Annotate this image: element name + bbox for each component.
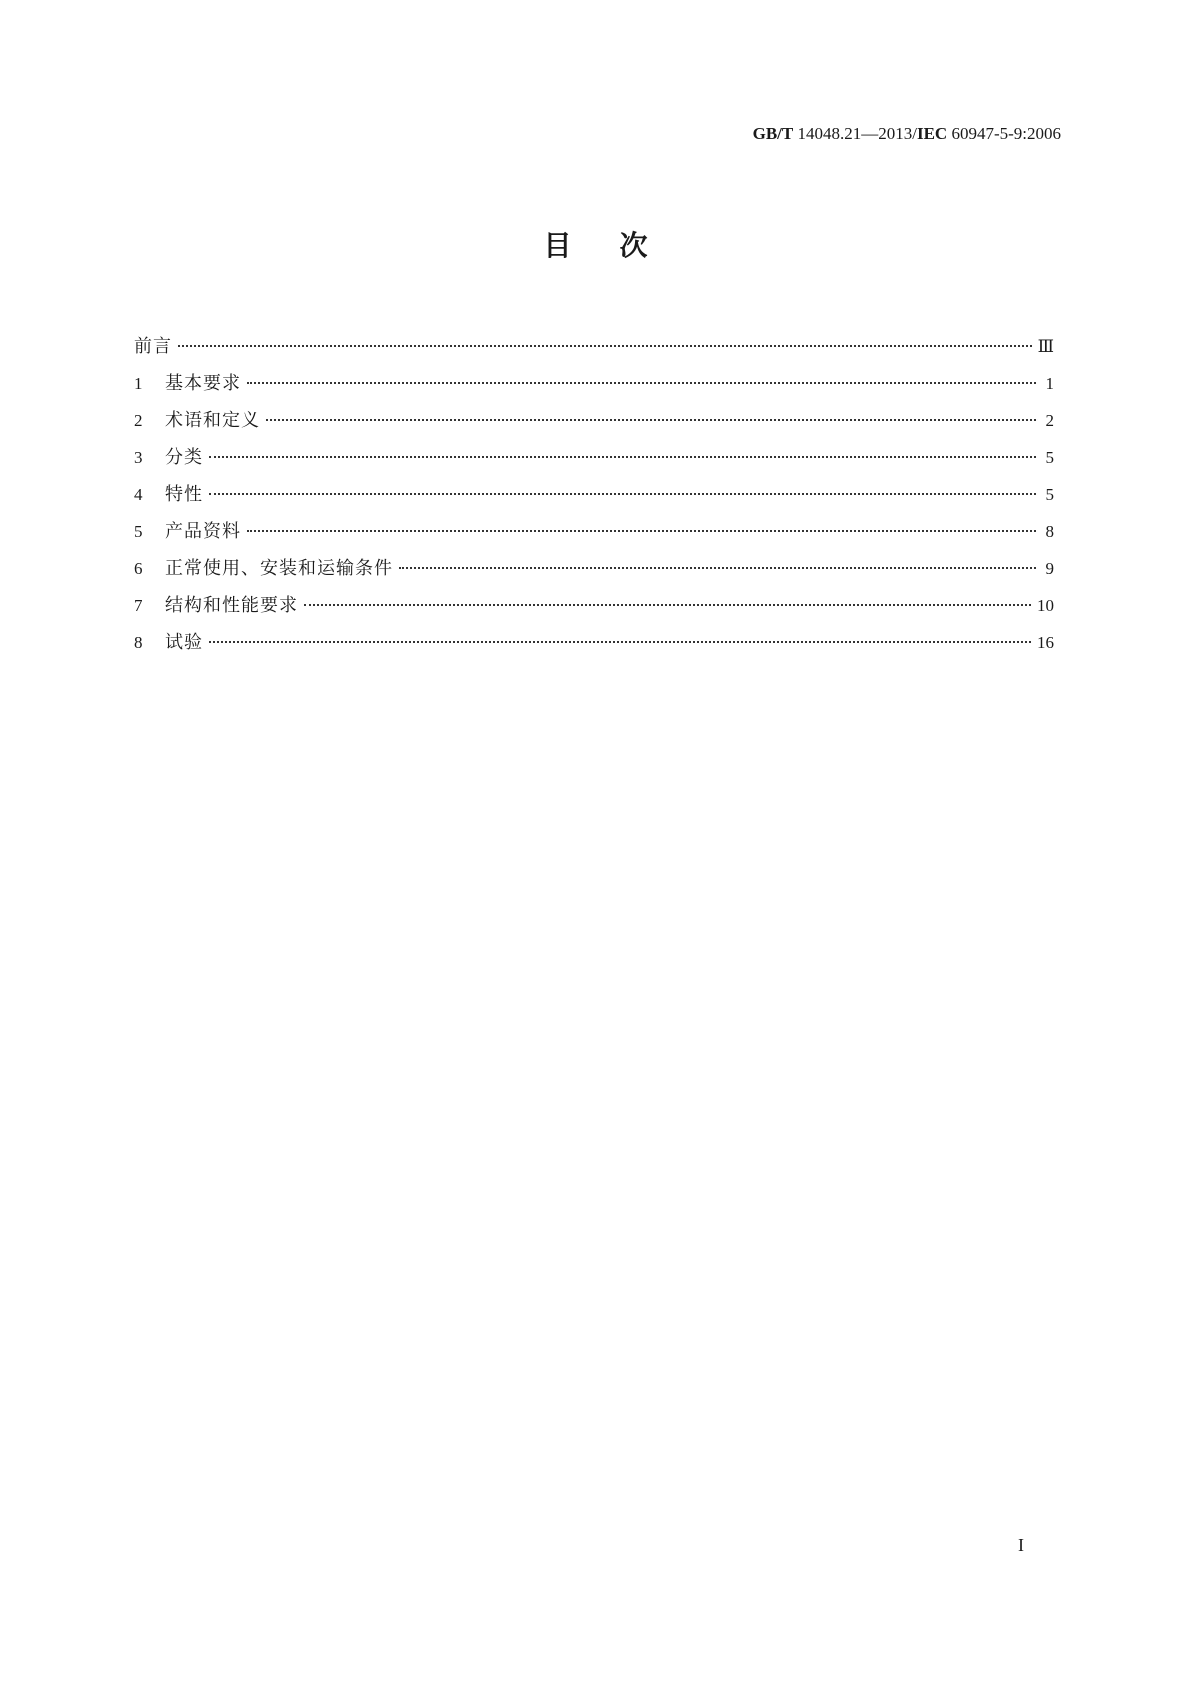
toc-entry-number: 1 (134, 374, 143, 393)
dot-leader (209, 456, 1036, 458)
page-number: I (1018, 1535, 1024, 1555)
toc-entry-label: 前言 (134, 336, 172, 356)
toc-entry-label: 术语和定义 (165, 410, 260, 430)
toc-entry-5[interactable] (134, 513, 1054, 550)
dot-leader (247, 382, 1036, 384)
toc-entry-8[interactable] (134, 624, 1054, 661)
table-of-contents (134, 328, 1054, 661)
iec-number: 60947-5-9:2006 (951, 124, 1061, 143)
toc-entry-1[interactable] (134, 365, 1054, 402)
dot-leader (399, 567, 1036, 569)
toc-entry-page: 16 (1037, 633, 1054, 652)
toc-entry-4[interactable] (134, 476, 1054, 513)
toc-entry-number: 4 (134, 485, 143, 504)
toc-entry-page: 9 (1045, 559, 1054, 578)
toc-entry-number: 8 (134, 633, 143, 652)
toc-entry-foreword[interactable] (134, 328, 1054, 365)
toc-entry-7[interactable] (134, 587, 1054, 624)
toc-entry-label: 基本要求 (165, 373, 241, 393)
toc-entry-page: 1 (1045, 374, 1054, 393)
toc-entry-page: 8 (1045, 522, 1054, 541)
toc-entry-label: 分类 (165, 447, 203, 467)
standard-prefix: GB/T (752, 124, 794, 143)
iec-prefix: IEC (916, 124, 948, 143)
dot-leader (304, 604, 1031, 606)
dot-leader (209, 641, 1031, 643)
toc-entry-6[interactable] (134, 550, 1054, 587)
toc-entry-number: 3 (134, 448, 143, 467)
toc-entry-label: 特性 (165, 484, 203, 504)
toc-entry-label: 结构和性能要求 (165, 595, 298, 615)
document-header (753, 124, 1061, 144)
toc-entry-page: Ⅲ (1037, 337, 1054, 356)
toc-entry-number: 2 (134, 411, 143, 430)
dot-leader (247, 530, 1036, 532)
toc-entry-2[interactable] (134, 402, 1054, 439)
toc-entry-label: 试验 (165, 632, 203, 652)
toc-entry-page: 5 (1045, 485, 1054, 504)
toc-entry-page: 5 (1045, 448, 1054, 467)
toc-entry-3[interactable] (134, 439, 1054, 476)
toc-entry-number: 6 (134, 559, 143, 578)
toc-entry-label: 正常使用、安装和运输条件 (165, 558, 393, 578)
toc-entry-page: 10 (1037, 596, 1054, 615)
dot-leader (178, 345, 1032, 347)
toc-entry-number: 5 (134, 522, 143, 541)
standard-number: 14048.21—2013/ (797, 124, 917, 143)
page-title: 目次 (543, 229, 696, 262)
toc-entry-page: 2 (1045, 411, 1054, 430)
toc-entry-label: 产品资料 (165, 521, 241, 541)
dot-leader (266, 419, 1036, 421)
toc-entry-number: 7 (134, 596, 143, 615)
dot-leader (209, 493, 1036, 495)
